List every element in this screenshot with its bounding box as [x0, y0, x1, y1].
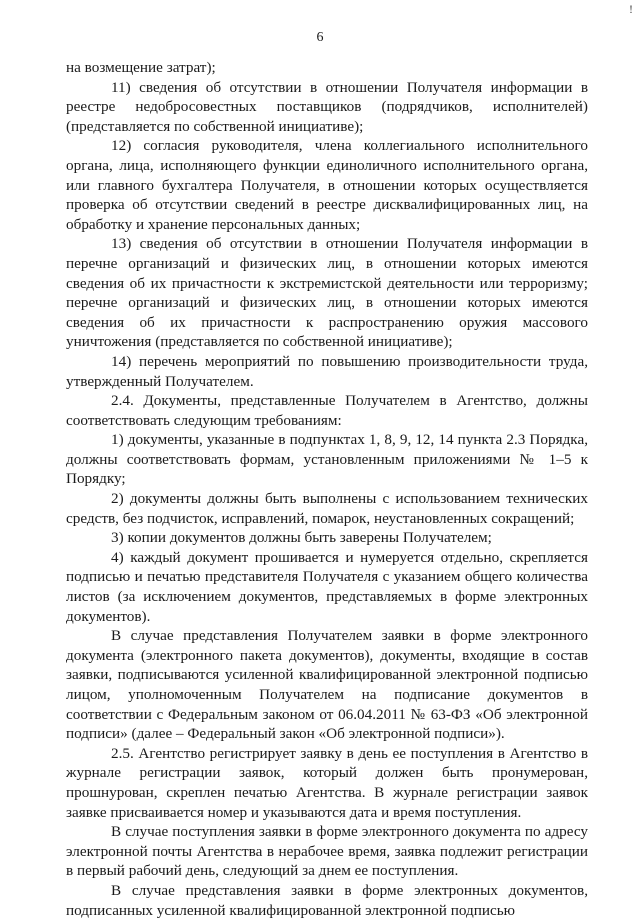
paragraph: В случае представления заявки в форме электронных документов, подписанных усиленной квалифицированной электронной подписью [66, 881, 588, 919]
corner-mark: ! [629, 2, 633, 16]
paragraph: 12) согласия руководителя, члена коллегиального исполнительного органа, лица, исполняющего функции единоличного исполнительного органа, или главного бухгалтера Получателя, в отношении которых осуществляется проверка об отсутствии сведений в реестре дисквалифицированных лиц, на обработку и хранение персональных данных; [66, 137, 588, 233]
paragraph: 14) перечень мероприятий по повышению производительности труда, утвержденный Получателем. [66, 352, 588, 390]
paragraph: В случае поступления заявки в форме электронного документа по адресу электронной почты Агентства в нерабочее время, заявка подлежит регистрации в первый рабочий день, следующий за днем ее поступления. [66, 823, 588, 880]
paragraph: 2.5. Агентство регистрирует заявку в день ее поступления в Агентство в журнале регистрации заявок, который должен быть пронумерован, прошнурован, скреплен печатью Агентства. В журнале регистрации заявок заявке присваивается номер и указываются дата и время поступления. [66, 744, 588, 821]
paragraph: 2.4. Документы, представленные Получателем в Агентство, должны соответствовать следующим требованиям: [66, 392, 588, 429]
paragraph: на возмещение затрат); [66, 59, 216, 76]
paragraph: 2) документы должны быть выполнены с использованием технических средств, без подчисток, исправлений, помарок, неустановленных сокращений; [66, 490, 588, 527]
paragraph: 11) сведения об отсутствии в отношении Получателя информации в реестре недобросовестных поставщиков (подрядчиков, исполнителей) (представляется по собственной инициативе); [66, 78, 588, 135]
page-number: 6 [316, 30, 324, 45]
paragraph: В случае представления Получателем заявки в форме электронного документа (электронного пакета документов), документы, входящие в состав заявки, подписываются усиленной квалифицированной электронной подписью лицом, уполномоченным Получателем на подписание документов в соответствии с Федеральным законом от 06.04.2011 № 63-ФЗ «Об электронной подписи» (далее – Федеральный закон «Об электронной подписи»). [66, 627, 588, 743]
paragraph: 3) копии документов должны быть заверены Получателем; [111, 529, 492, 547]
paragraph: 13) сведения об отсутствии в отношении Получателя информации в перечне организаций и физических лиц, в отношении которых имеются сведения об их причастности к экстремистской деятельности или терроризму; перечне организаций и физических лиц, в отношении которых имеются сведения об их причастности к распространению оружия массового уничтожения (представляется по собственной инициативе); [66, 235, 588, 351]
body-text [66, 58, 588, 920]
paragraph: 4) каждый документ прошивается и нумеруется отдельно, скрепляется подписью и печатью представителя Получателя с указанием общего количества листов (за исключением документов, представляемых в форме электронных документов). [66, 548, 588, 625]
paragraph: 1) документы, указанные в подпунктах 1, 8, 9, 12, 14 пункта 2.3 Порядка, должны соответствовать формам, установленным приложениями № 1–5 к Порядку; [66, 431, 588, 488]
